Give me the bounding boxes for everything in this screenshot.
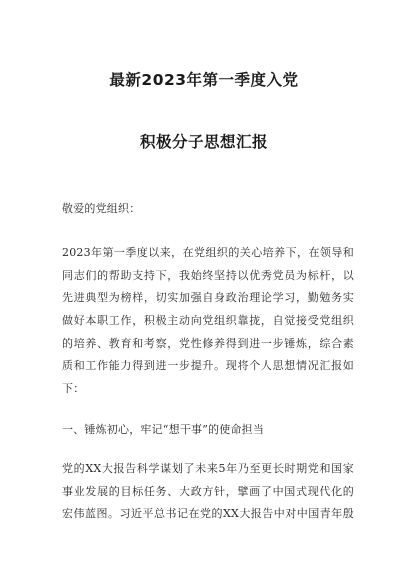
section-heading: 一、锤炼初心，牢记“想干事”的使命担当 — [62, 423, 265, 436]
salutation: 敬爱的党组织： — [62, 202, 141, 215]
paragraph-2 — [62, 458, 354, 526]
paragraph-1-line: 2023年第一季度以来，在党组织的关心培养下，在领导和 — [62, 246, 354, 259]
document-title-line-2: 积极分子思想汇报 — [139, 133, 268, 151]
paragraph-1 — [62, 242, 354, 401]
document-title-line-1: 最新2023年第一季度入党 — [109, 71, 299, 89]
paragraph-2-line: 事业发展的目标任务、大政方针，擘画了中国式现代化的 — [62, 484, 354, 498]
paragraph-1-line: 先进典型为榜样，切实加强自身政治理论学习，勤勉务实 — [62, 291, 354, 305]
paragraph-1-line: 下： — [62, 382, 85, 396]
paragraph-1-line: 做好本职工作，积极主动向党组织靠拢，自觉接受党组织 — [62, 314, 354, 328]
paragraph-1-line: 的培养、教育和考察，党性修养得到进一步锤炼，综合素 — [62, 336, 354, 350]
paragraph-1-line: 质和工作能力得到进一步提升。现将个人思想情况汇报如 — [62, 359, 354, 373]
paragraph-2-line: 宏伟蓝图。习近平总书记在党的XX大报告中对中国青年殷 — [62, 507, 354, 521]
paragraph-1-line: 同志们的帮助支持下，我始终坚持以优秀党员为标杆，以 — [62, 268, 354, 282]
paragraph-2-line: 党的XX大报告科学谋划了未来5年乃至更长时期党和国家 — [62, 462, 354, 475]
